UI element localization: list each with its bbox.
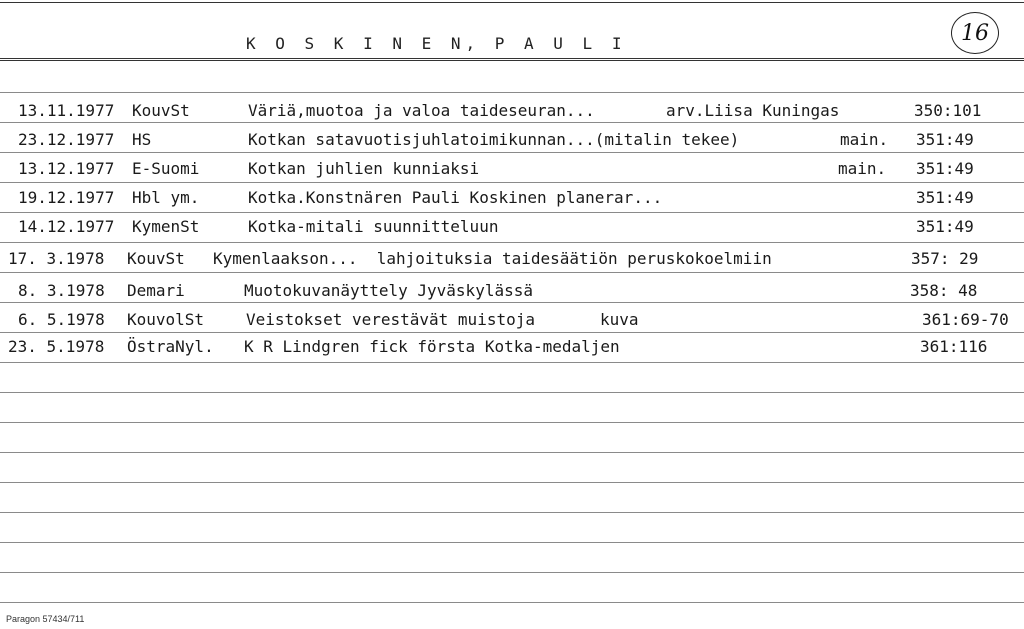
entry-row (0, 131, 1024, 159)
ruled-line (0, 602, 1024, 603)
entry-source: ÖstraNyl. (127, 337, 214, 356)
entry-date: 17. 3.1978 (8, 249, 105, 268)
card-number-circle: 16 (951, 12, 999, 54)
entry-source: KouvSt (127, 249, 185, 268)
entry-ref: 351:49 (916, 188, 974, 207)
entry-text: Väriä,muotoa ja valoa taideseuran... (248, 101, 595, 120)
entry-date: 19.12.1977 (18, 188, 115, 207)
entry-date: 8. 3.1978 (18, 281, 105, 300)
entry-date: 13.11.1977 (18, 101, 115, 120)
ruled-line (0, 542, 1024, 543)
entry-ref: 361:69-70 (922, 310, 1009, 329)
top-border (0, 2, 1024, 3)
entry-source: KouvSt (132, 101, 190, 120)
entry-text: Kymenlaakson... lahjoituksia taidesäätiön peruskokoelmiin (213, 249, 772, 268)
card-header-name: K O S K I N E N, P A U L I (246, 34, 627, 53)
entry-ref: 361:116 (920, 337, 988, 356)
entry-ref: 357: 29 (911, 249, 979, 268)
entry-source: Hbl ym. (132, 188, 200, 207)
entry-note: main. (840, 130, 889, 149)
ruled-line (0, 92, 1024, 93)
entry-text: Kotkan juhlien kunniaksi (248, 159, 480, 178)
entry-row (0, 311, 1024, 339)
entry-note: main. (838, 159, 887, 178)
entry-ref: 351:49 (916, 217, 974, 236)
header-underline (0, 58, 1024, 59)
ruled-line (0, 422, 1024, 423)
entry-text: Kotkan satavuotisjuhlatoimikunnan...(mitalin tekee) (248, 130, 740, 149)
entry-row (0, 338, 1024, 366)
entry-date: 23. 5.1978 (8, 337, 105, 356)
entry-date: 14.12.1977 (18, 217, 115, 236)
entry-note: kuva (600, 310, 639, 329)
entry-source: HS (132, 130, 152, 149)
header-underline-second (0, 60, 1024, 61)
entry-date: 23.12.1977 (18, 130, 115, 149)
entry-date: 6. 5.1978 (18, 310, 105, 329)
entry-row (0, 218, 1024, 246)
entry-ref: 358: 48 (910, 281, 978, 300)
entry-ref: 350:101 (914, 101, 982, 120)
entry-text: Veistokset verestävät muistoja (246, 310, 535, 329)
entry-date: 13.12.1977 (18, 159, 115, 178)
entry-text: K R Lindgren fick första Kotka-medaljen (244, 337, 620, 356)
card-footer-imprint: Paragon 57434/711 (6, 614, 85, 624)
entry-source: E-Suomi (132, 159, 200, 178)
entry-ref: 351:49 (916, 159, 974, 178)
entry-text: Muotokuvanäyttely Jyväskylässä (244, 281, 533, 300)
ruled-line (0, 482, 1024, 483)
entry-text: Kotka.Konstnären Pauli Koskinen planerar... (248, 188, 663, 207)
entry-row (0, 102, 1024, 130)
entry-ref: 351:49 (916, 130, 974, 149)
entry-source: KouvolSt (127, 310, 205, 329)
entry-source: KymenSt (132, 217, 200, 236)
ruled-line (0, 572, 1024, 573)
entry-row (0, 160, 1024, 188)
ruled-line (0, 452, 1024, 453)
ruled-line (0, 392, 1024, 393)
entry-source: Demari (127, 281, 185, 300)
entry-text: Kotka-mitali suunnitteluun (248, 217, 499, 236)
entry-note: arv.Liisa Kuningas (666, 101, 840, 120)
ruled-line (0, 512, 1024, 513)
entry-row (0, 189, 1024, 217)
entry-row (0, 250, 1024, 278)
entry-row (0, 282, 1024, 310)
